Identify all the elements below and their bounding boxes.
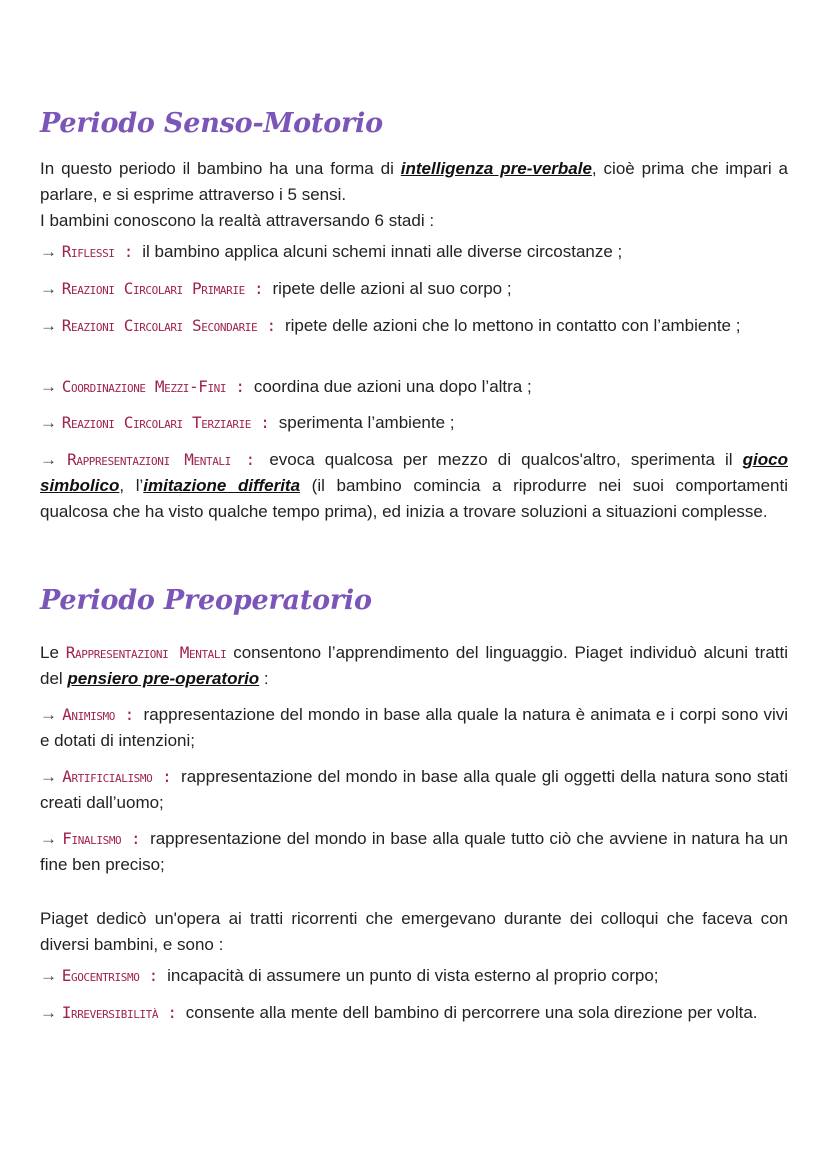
arrow-icon: → [40,279,57,298]
trait-item [40,702,788,754]
term: Egocentrismo [61,966,140,985]
separator: : [139,966,168,985]
stage-item [40,374,788,400]
trait-description: rappresentazione del mondo in base alla quale la natura è animata e i corpi sono vivi e dotati di intenzioni; [40,705,788,750]
trait-description: rappresentazione del mondo in base alla quale tutto ciò che avviene in natura ha un fine ben preciso; [40,829,788,874]
arrow-icon: → [40,242,57,261]
emphasis-gioco-simbolico: gioco simbolico [40,450,788,495]
arrow-icon: → [40,767,57,786]
stage-description: ripete delle azioni che lo mettono in contatto con l’ambiente ; [284,316,741,335]
arrow-icon: → [40,829,57,848]
emphasis-intelligenza: intelligenza pre-verbale [400,159,592,178]
emphasis-imitazione: imitazione differita [143,476,301,495]
stage-description: coordina due azioni una dopo l’altra ; [253,377,532,396]
trait-item [40,764,788,816]
separator: : [158,1003,186,1022]
intro-text: consentono l’apprendimento del linguaggio. Piaget individuò alcuni tratti del [40,643,788,688]
intro-paragraph [40,640,788,692]
stage-item [40,447,788,525]
piaget-paragraph: Piaget dedicò un'opera ai tratti ricorrenti che emergevano durante dei colloqui che faceva con diversi bambini, e sono : [40,909,788,954]
term: Riflessi [61,242,115,261]
separator: : [257,316,285,335]
recurring-description: incapacità di assumere un punto di vista esterno al proprio corpo; [167,966,659,985]
stage-item [40,276,788,302]
separator: : [114,705,144,724]
stage-description: il bambino applica alcuni schemi innati alle diverse circostanze ; [142,242,623,261]
intro-paragraph [40,156,788,208]
term: Animismo [62,705,115,724]
recurring-item [40,1000,788,1026]
arrow-icon: → [40,450,57,469]
term: Irreversibilità [61,1003,159,1022]
recurring-description: consente alla mente dell bambino di percorrere una sola direzione per volta. [185,1003,758,1022]
term: Reazioni Circolari Secondarie [61,316,258,335]
stage-description: ripete delle azioni al suo corpo ; [272,279,512,298]
section-title-senso-motorio: Periodo Senso-Motorio [40,108,383,139]
term: Coordinazione Mezzi-Fini [61,377,227,396]
term: Finalismo [62,829,122,848]
arrow-icon: → [40,377,57,396]
separator: : [230,450,270,469]
arrow-icon: → [40,316,57,335]
term: Reazioni Circolari Terziarie [61,413,252,432]
intro-text-end: : [259,669,269,688]
arrow-icon: → [40,966,57,985]
arrow-icon: → [40,413,57,432]
emphasis-pensiero: pensiero pre-operatorio [67,669,260,688]
stage-item [40,410,788,436]
section-title-preoperatorio: Periodo Preoperatorio [40,585,372,616]
separator: : [114,242,143,261]
trait-item [40,826,788,878]
intro-text: In questo periodo il bambino ha una forma di [40,159,401,178]
stage-description: , l’ [119,476,144,495]
term: Artificialismo [62,767,153,786]
stage-description: sperimenta l’ambiente ; [278,413,455,432]
term: Reazioni Circolari Primarie [61,279,245,298]
separator: : [121,829,151,848]
separator: : [226,377,254,396]
arrow-icon: → [40,1003,57,1022]
stage-description: evoca qualcosa per mezzo di qualcos'altro, sperimenta il [269,450,743,469]
intro-text-end: , cioè prima che impari a parlare, e si esprime attraverso i 5 sensi. [40,159,788,204]
term: Rappresentazioni Mentali [67,450,231,469]
stage-description: (il bambino comincia a riprodurre nei suoi comportamenti qualcosa che ha visto qualche tempo prima), ed inizia a trovare soluzioni a situazioni complesse. [40,476,788,521]
stages-intro: I bambini conoscono la realtà attraversando 6 stadi : [40,211,435,230]
stage-item [40,313,788,339]
intro-text: Le [40,643,66,662]
recurring-item [40,963,788,989]
separator: : [152,767,182,786]
trait-description: rappresentazione del mondo in base alla quale gli oggetti della natura sono stati creati dall’uomo; [40,767,788,812]
separator: : [244,279,273,298]
stage-item [40,239,788,265]
term: Rappresentazioni Mentali [65,643,227,662]
arrow-icon: → [40,705,57,724]
separator: : [251,413,279,432]
